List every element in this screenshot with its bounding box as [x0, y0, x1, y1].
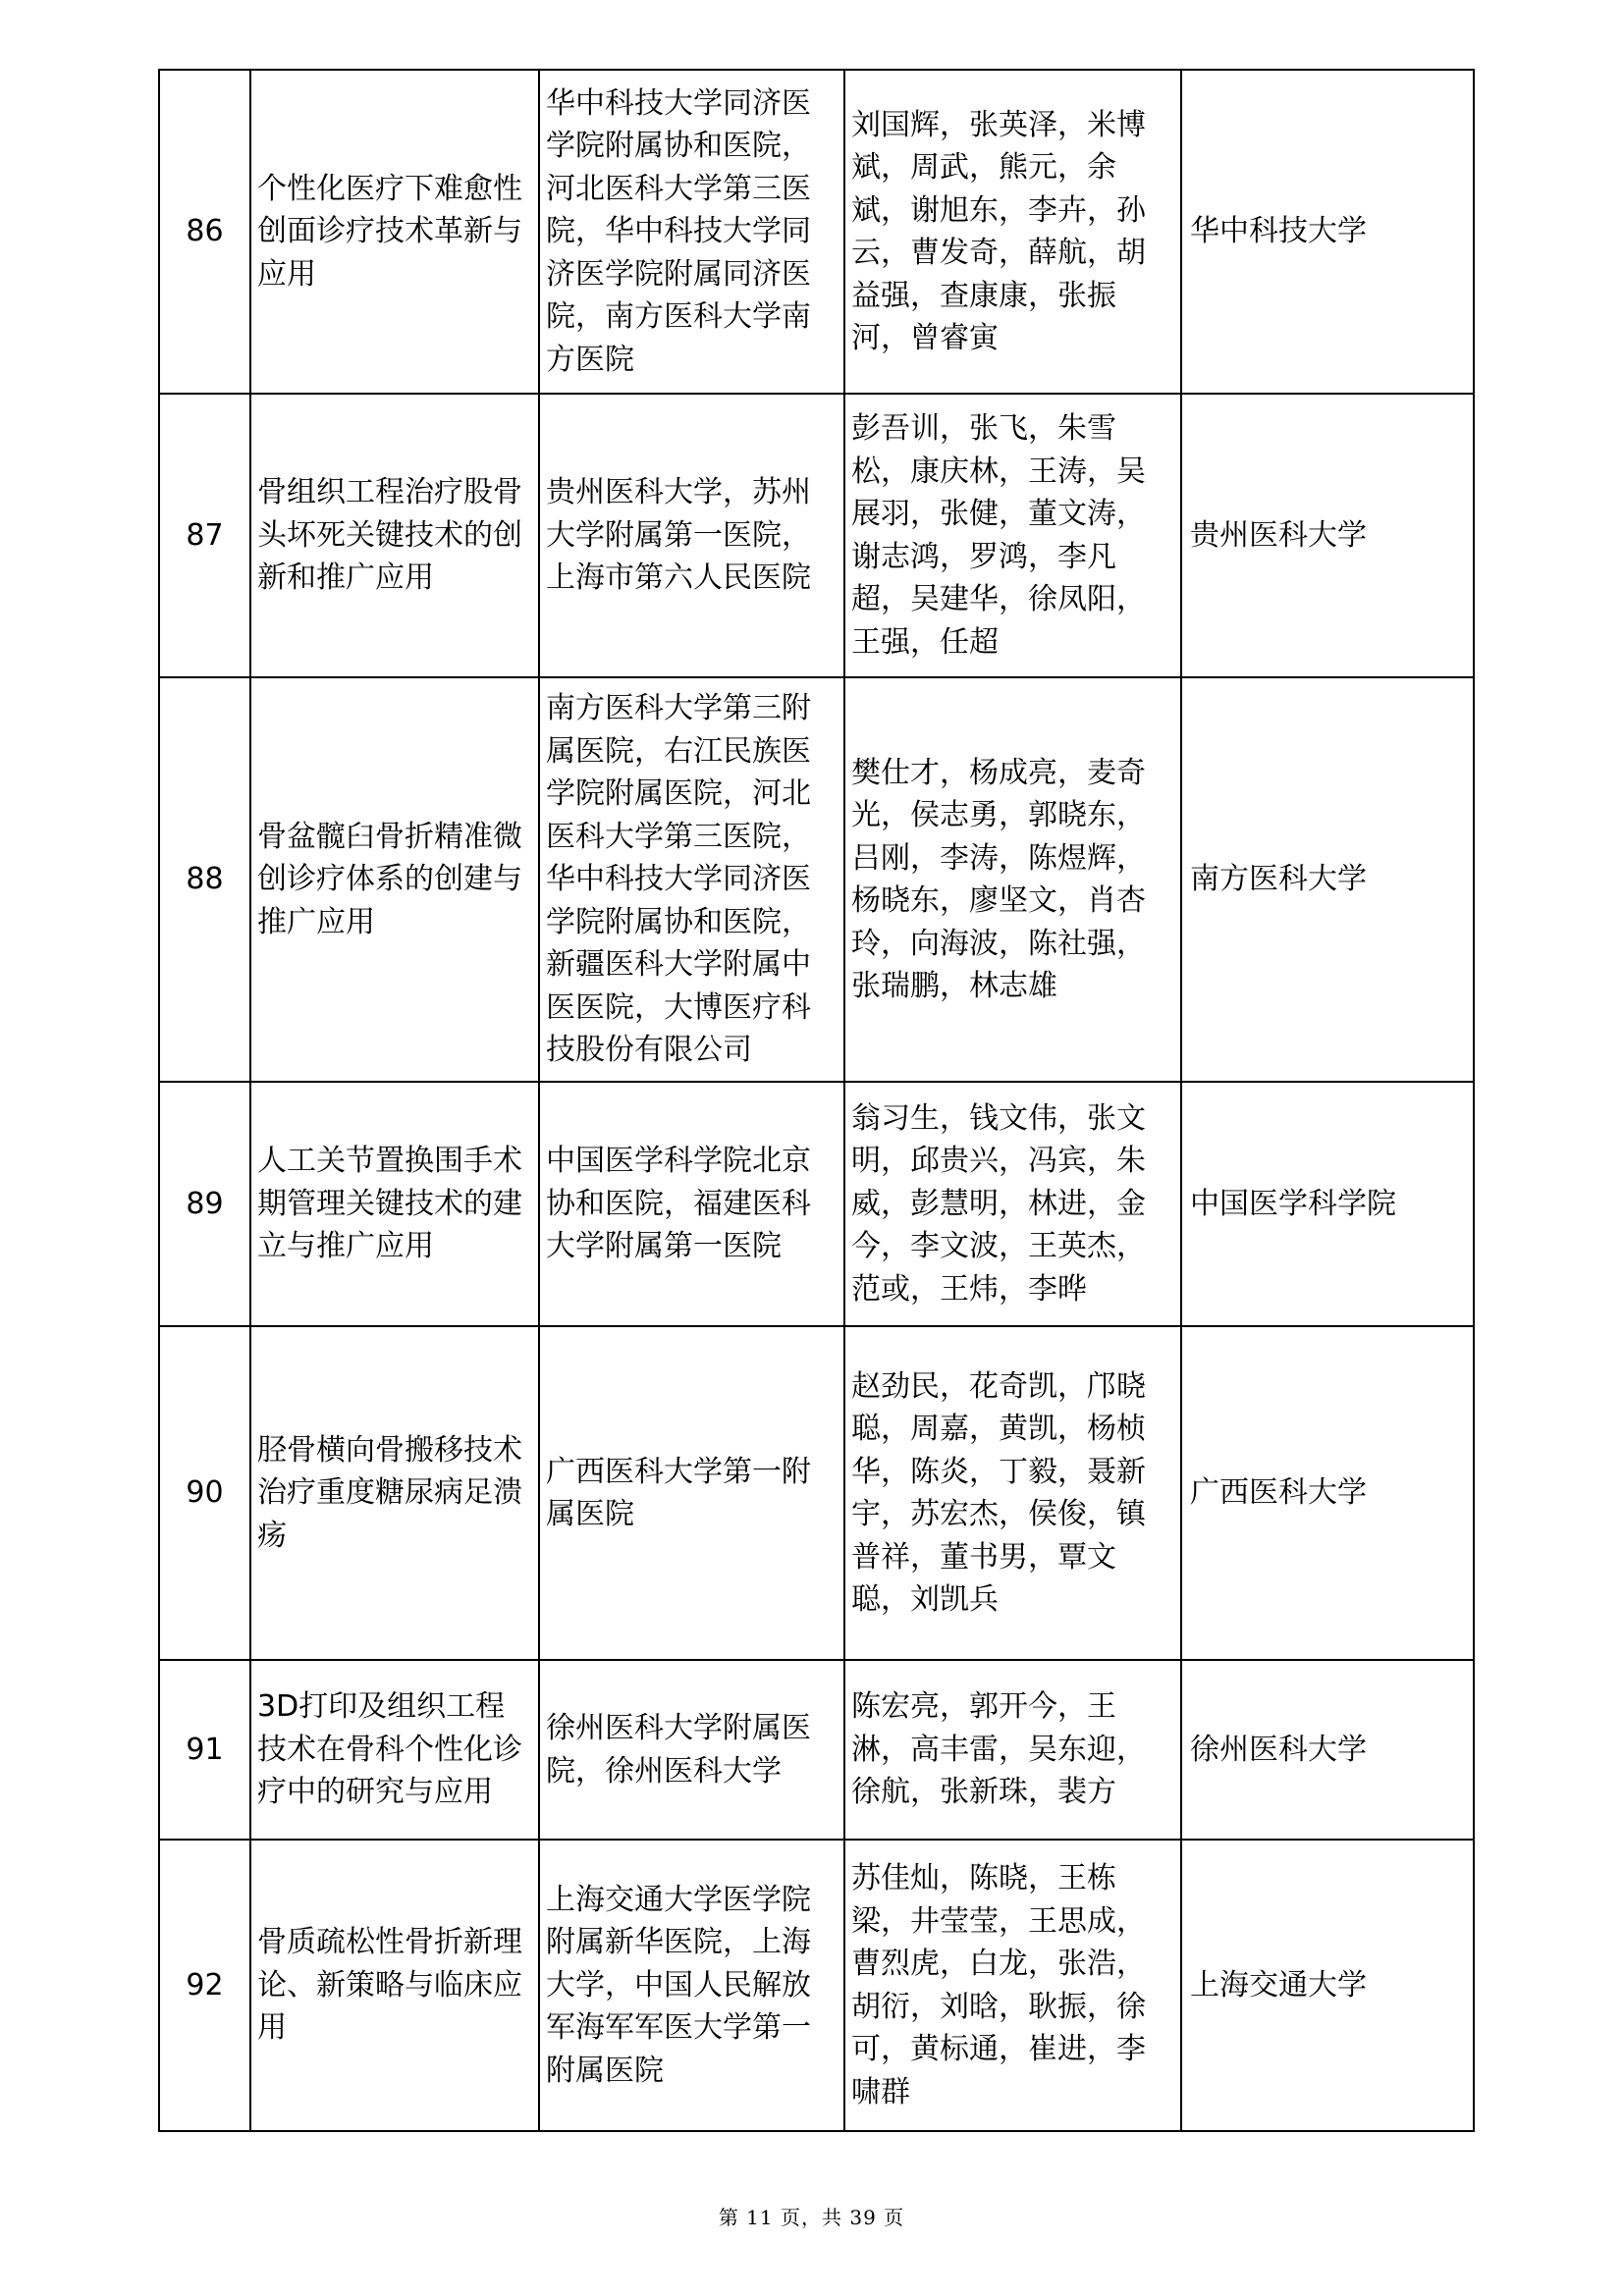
project-title: 3D打印及组织工程技术在骨科个性化诊疗中的研究与应用: [250, 1660, 539, 1840]
table-row: [159, 677, 1474, 1082]
nominating-organization: 徐州医科大学: [1181, 1660, 1474, 1840]
nominating-organization: 上海交通大学: [1181, 1840, 1474, 2131]
completing-units: 上海交通大学医学院附属新华医院，上海大学，中国人民解放军海军军医大学第一附属医院: [539, 1840, 844, 2131]
table-row: [159, 394, 1474, 677]
row-number: 88: [159, 677, 250, 1082]
completing-people: 樊仕才，杨成亮，麦奇光，侯志勇，郭晓东，吕刚，李涛，陈煜辉，杨晓东，廖坚文，肖杏玲，向海波，陈社强，张瑞鹏，林志雄: [844, 677, 1181, 1082]
completing-units: 南方医科大学第三附属医院，右江民族医学院附属医院，河北医科大学第三医院，华中科技大学同济医学院附属协和医院，新疆医科大学附属中医医院，大博医疗科技股份有限公司: [539, 677, 844, 1082]
table-row: [159, 1082, 1474, 1326]
row-number: 89: [159, 1082, 250, 1326]
nominating-organization: 华中科技大学: [1181, 70, 1474, 394]
completing-people: 翁习生，钱文伟，张文明，邱贵兴，冯宾，朱威，彭慧明，林进，金今，李文波，王英杰，范或，王炜，李晔: [844, 1082, 1181, 1326]
table-row: [159, 1660, 1474, 1840]
nominating-organization: 南方医科大学: [1181, 677, 1474, 1082]
completing-units: 中国医学科学院北京协和医院，福建医科大学附属第一医院: [539, 1082, 844, 1326]
awards-table-container: [158, 69, 1475, 2132]
completing-people: 刘国辉，张英泽，米博斌，周武，熊元，余斌，谢旭东，李卉，孙云，曹发奇，薛航，胡益强，查康康，张振河，曾睿寅: [844, 70, 1181, 394]
nominating-organization: 中国医学科学院: [1181, 1082, 1474, 1326]
completing-units: 贵州医科大学，苏州大学附属第一医院，上海市第六人民医院: [539, 394, 844, 677]
completing-people: 彭吾训，张飞，朱雪松，康庆林，王涛，吴展羽，张健，董文涛，谢志鸿，罗鸿，李凡超，吴建华，徐凤阳，王强，任超: [844, 394, 1181, 677]
row-number: 92: [159, 1840, 250, 2131]
nominating-organization: 贵州医科大学: [1181, 394, 1474, 677]
project-title: 胫骨横向骨搬移技术治疗重度糖尿病足溃疡: [250, 1326, 539, 1660]
table-row: [159, 70, 1474, 394]
project-title: 个性化医疗下难愈性创面诊疗技术革新与应用: [250, 70, 539, 394]
awards-table: [158, 69, 1475, 2132]
row-number: 90: [159, 1326, 250, 1660]
project-title: 骨组织工程治疗股骨头坏死关键技术的创新和推广应用: [250, 394, 539, 677]
nominating-organization: 广西医科大学: [1181, 1326, 1474, 1660]
completing-people: 陈宏亮，郭开今，王淋，高丰雷，吴东迎，徐航，张新珠，裴方: [844, 1660, 1181, 1840]
completing-people: 苏佳灿，陈晓，王栋梁，井莹莹，王思成，曹烈虎，白龙，张浩，胡衍，刘晗，耿振，徐可，黄标通，崔进，李啸群: [844, 1840, 1181, 2131]
completing-people: 赵劲民，花奇凯，邝晓聪，周嘉，黄凯，杨桢华，陈炎，丁毅，聂新宇，苏宏杰，侯俊，镇普祥，董书男，覃文聪，刘凯兵: [844, 1326, 1181, 1660]
row-number: 86: [159, 70, 250, 394]
completing-units: 广西医科大学第一附属医院: [539, 1326, 844, 1660]
project-title: 人工关节置换围手术期管理关键技术的建立与推广应用: [250, 1082, 539, 1326]
page-number-footer: 第 11 页，共 39 页: [718, 2206, 905, 2229]
completing-units: 徐州医科大学附属医院，徐州医科大学: [539, 1660, 844, 1840]
completing-units: 华中科技大学同济医学院附属协和医院，河北医科大学第三医院，华中科技大学同济医学院附属同济医院，南方医科大学南方医院: [539, 70, 844, 394]
row-number: 87: [159, 394, 250, 677]
project-title: 骨质疏松性骨折新理论、新策略与临床应用: [250, 1840, 539, 2131]
table-row: [159, 1326, 1474, 1660]
project-title: 骨盆髋臼骨折精准微创诊疗体系的创建与推广应用: [250, 677, 539, 1082]
row-number: 91: [159, 1660, 250, 1840]
table-row: [159, 1840, 1474, 2131]
